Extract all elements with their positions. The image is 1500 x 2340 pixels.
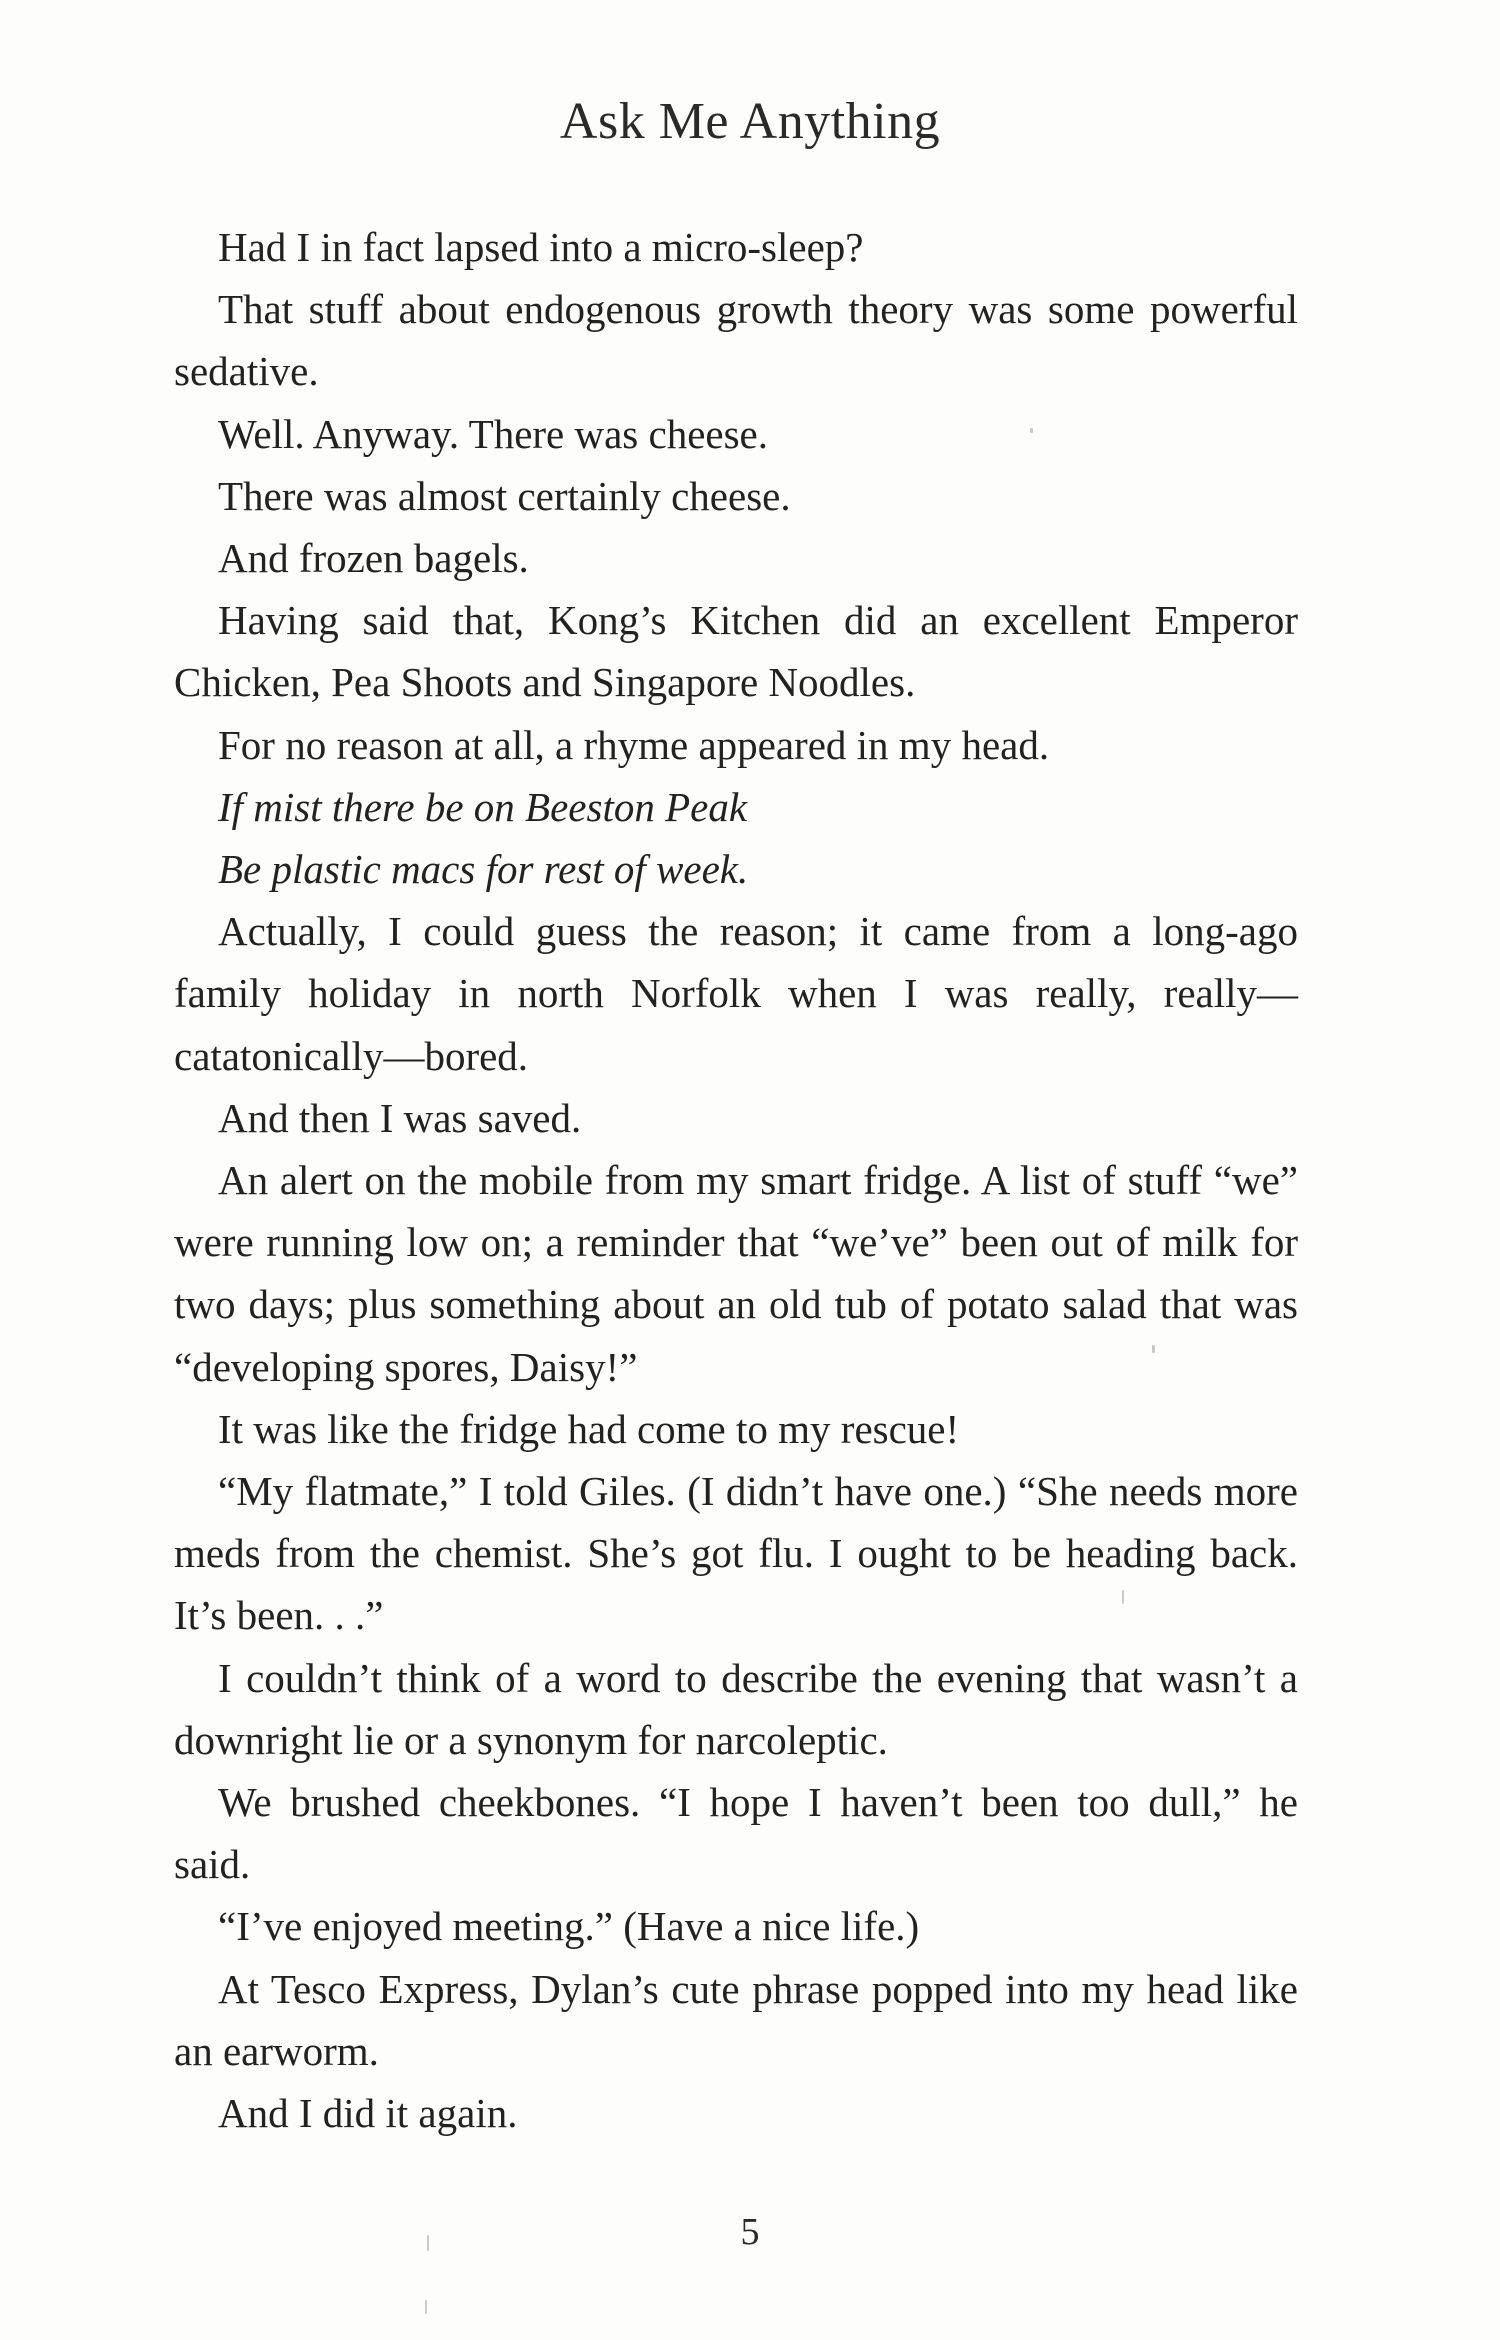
- paragraph: And I did it again.: [218, 2090, 518, 2137]
- scan-speck: [427, 2235, 429, 2251]
- paragraph: “I’ve enjoyed meeting.” (Have a nice life.): [218, 1903, 920, 1950]
- verse-line: If mist there be on Beeston Peak: [218, 783, 748, 830]
- paragraph: I couldn’t think of a word to describe the evening that wasn’t a downright lie or a synonym for narcoleptic.: [174, 1654, 1298, 1763]
- page-number: 5: [740, 2211, 760, 2253]
- running-head: Ask Me Anything: [559, 93, 941, 150]
- paragraph: Actually, I could guess the reason; it came from a long-ago family holiday in north Norfolk when I was really, really—catatonically—bored.: [174, 908, 1298, 1079]
- scan-speck: [1030, 428, 1033, 433]
- verse-line: Be plastic macs for rest of week.: [218, 846, 749, 893]
- scan-speck: [1122, 1590, 1124, 1604]
- paragraph: And then I was saved.: [218, 1094, 582, 1141]
- paragraph: And frozen bagels.: [218, 535, 529, 582]
- scan-speck: [1152, 1345, 1155, 1353]
- body-text: [174, 216, 1298, 2144]
- paragraph: At Tesco Express, Dylan’s cute phrase popped into my head like an earworm.: [174, 1965, 1298, 2074]
- paragraph: Had I in fact lapsed into a micro-sleep?: [218, 224, 864, 270]
- scan-speck: [425, 2300, 427, 2314]
- paragraph: An alert on the mobile from my smart fridge. A list of stuff “we” were running low on; a reminder that “we’ve” been out of milk for two days; plus something about an old tub of potato salad that was “developing spores, Daisy!”: [174, 1157, 1298, 1390]
- paragraph: There was almost certainly cheese.: [218, 472, 791, 519]
- paragraph: We brushed cheekbones. “I hope I haven’t been too dull,” he said.: [174, 1779, 1298, 1888]
- paragraph: Well. Anyway. There was cheese.: [218, 410, 768, 457]
- paragraph: That stuff about endogenous growth theory was some powerful sedative.: [174, 286, 1298, 395]
- paragraph: For no reason at all, a rhyme appeared in my head.: [218, 721, 1050, 768]
- paragraph: It was like the fridge had come to my rescue!: [218, 1405, 960, 1452]
- paragraph: Having said that, Kong’s Kitchen did an excellent Emperor Chicken, Pea Shoots and Singapore Noodles.: [174, 597, 1298, 706]
- paragraph: “My flatmate,” I told Giles. (I didn’t have one.) “She needs more meds from the chemist. She’s got flu. I ought to be heading back. It’s been. . .”: [174, 1468, 1298, 1639]
